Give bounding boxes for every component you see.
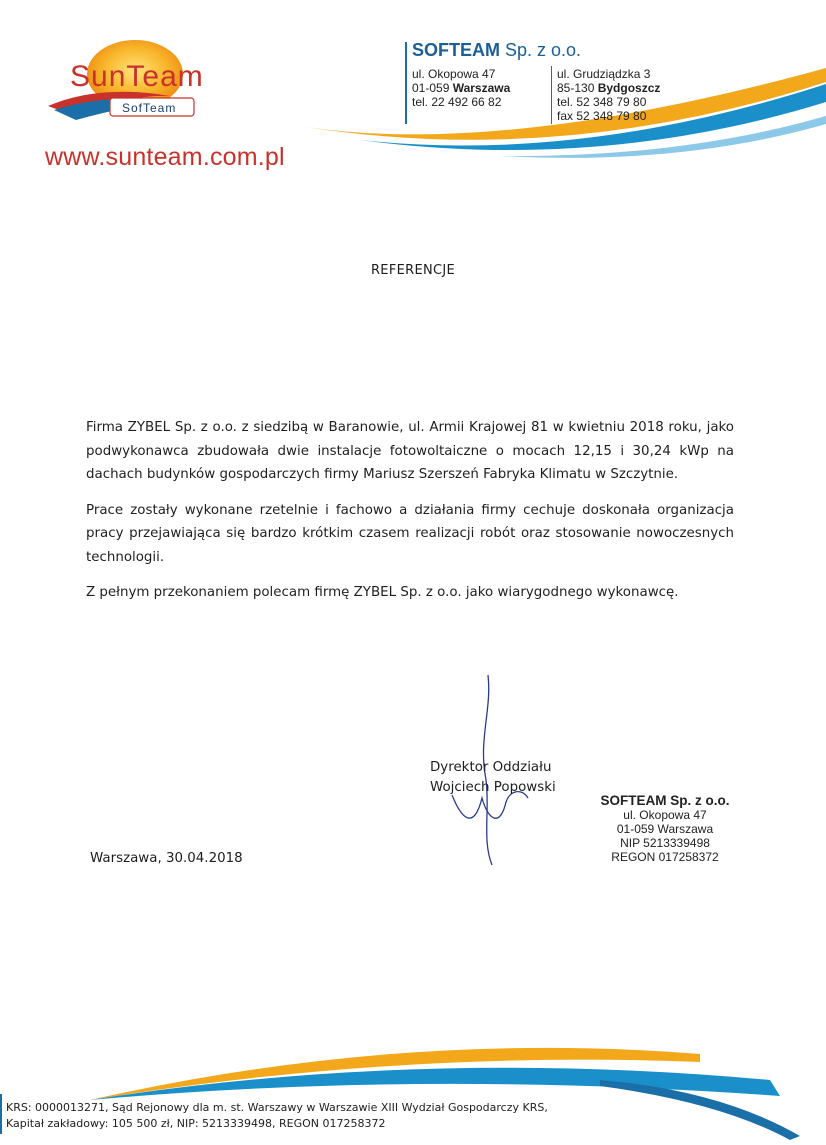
- place-date: Warszawa, 30.04.2018: [90, 851, 243, 866]
- company-title: SOFTEAM Sp. z o.o.: [412, 40, 582, 60]
- sunteam-logo: [40, 36, 240, 136]
- footer-divider: [0, 1094, 2, 1134]
- website-url[interactable]: www.sunteam.com.pl: [45, 143, 285, 171]
- company-stamp: [590, 794, 740, 864]
- stamp-company-name: SOFTEAM Sp. z o.o.: [600, 793, 730, 808]
- paragraph-1: Firma ZYBEL Sp. z o.o. z siedzibą w Baranowie, ul. Armii Krajowej 81 w kwietniu 2018 roku, jako podwykonawca zbudowała dwie instalacje fotowoltaiczne o mocach 12,15 i 30,24 kWp na dachach budynków gospodarczych firmy Mariusz Szerszeń Fabryka Klimatu w Szczytnie.: [86, 420, 734, 482]
- office-tel: tel. 22 492 66 82: [412, 95, 502, 109]
- document-title: REFERENCJE: [370, 263, 456, 278]
- office-street: ul. Grudziądzka 3: [557, 67, 651, 81]
- footer-line-krs: KRS: 0000013271, Sąd Rejonowy dla m. st. Warszawy w Warszawie XIII Wydział Gospodarczy KRS,: [6, 1101, 548, 1114]
- office-street: ul. Okopowa 47: [412, 67, 496, 81]
- office-city: 85-130 Bydgoszcz: [557, 81, 661, 95]
- signatory-name: Wojciech Popowski: [430, 780, 556, 795]
- office-tel: tel. 52 348 79 80: [557, 95, 647, 109]
- stamp-regon: REGON 017258372: [611, 850, 719, 864]
- stamp-city: 01-059 Warszawa: [616, 822, 714, 836]
- svg-text:SunTeam: SunTeam: [70, 60, 204, 93]
- stamp-nip: NIP 5213339498: [620, 836, 710, 850]
- header-divider-2: [551, 66, 552, 124]
- signatory-role: Dyrektor Oddziału: [430, 760, 552, 775]
- paragraph-3: Z pełnym przekonaniem polecam firmę ZYBEL Sp. z o.o. jako wiarygodnego wykonawcę.: [86, 585, 679, 600]
- letter-body: [86, 416, 734, 617]
- header-divider: [405, 42, 407, 124]
- svg-text:SofTeam: SofTeam: [122, 101, 177, 115]
- footer-line-capital: Kapitał zakładowy: 105 500 zł, NIP: 5213339498, REGON 017258372: [6, 1117, 386, 1130]
- office-city: 01-059 Warszawa: [412, 81, 511, 95]
- stamp-street: ul. Okopowa 47: [623, 808, 707, 822]
- paragraph-2: Prace zostały wykonane rzetelnie i fachowo a działania firmy cechuje doskonała organizacja pracy przejawiająca się bardzo krótkim czasem realizacji robót oraz stosowanie nowoczesnych technologii.: [86, 502, 734, 565]
- office-bydgoszcz: [557, 67, 660, 123]
- signatory: [430, 758, 556, 798]
- footer-registry: [6, 1100, 548, 1132]
- office-warszawa: [412, 67, 510, 109]
- office-fax: fax 52 348 79 80: [557, 109, 647, 123]
